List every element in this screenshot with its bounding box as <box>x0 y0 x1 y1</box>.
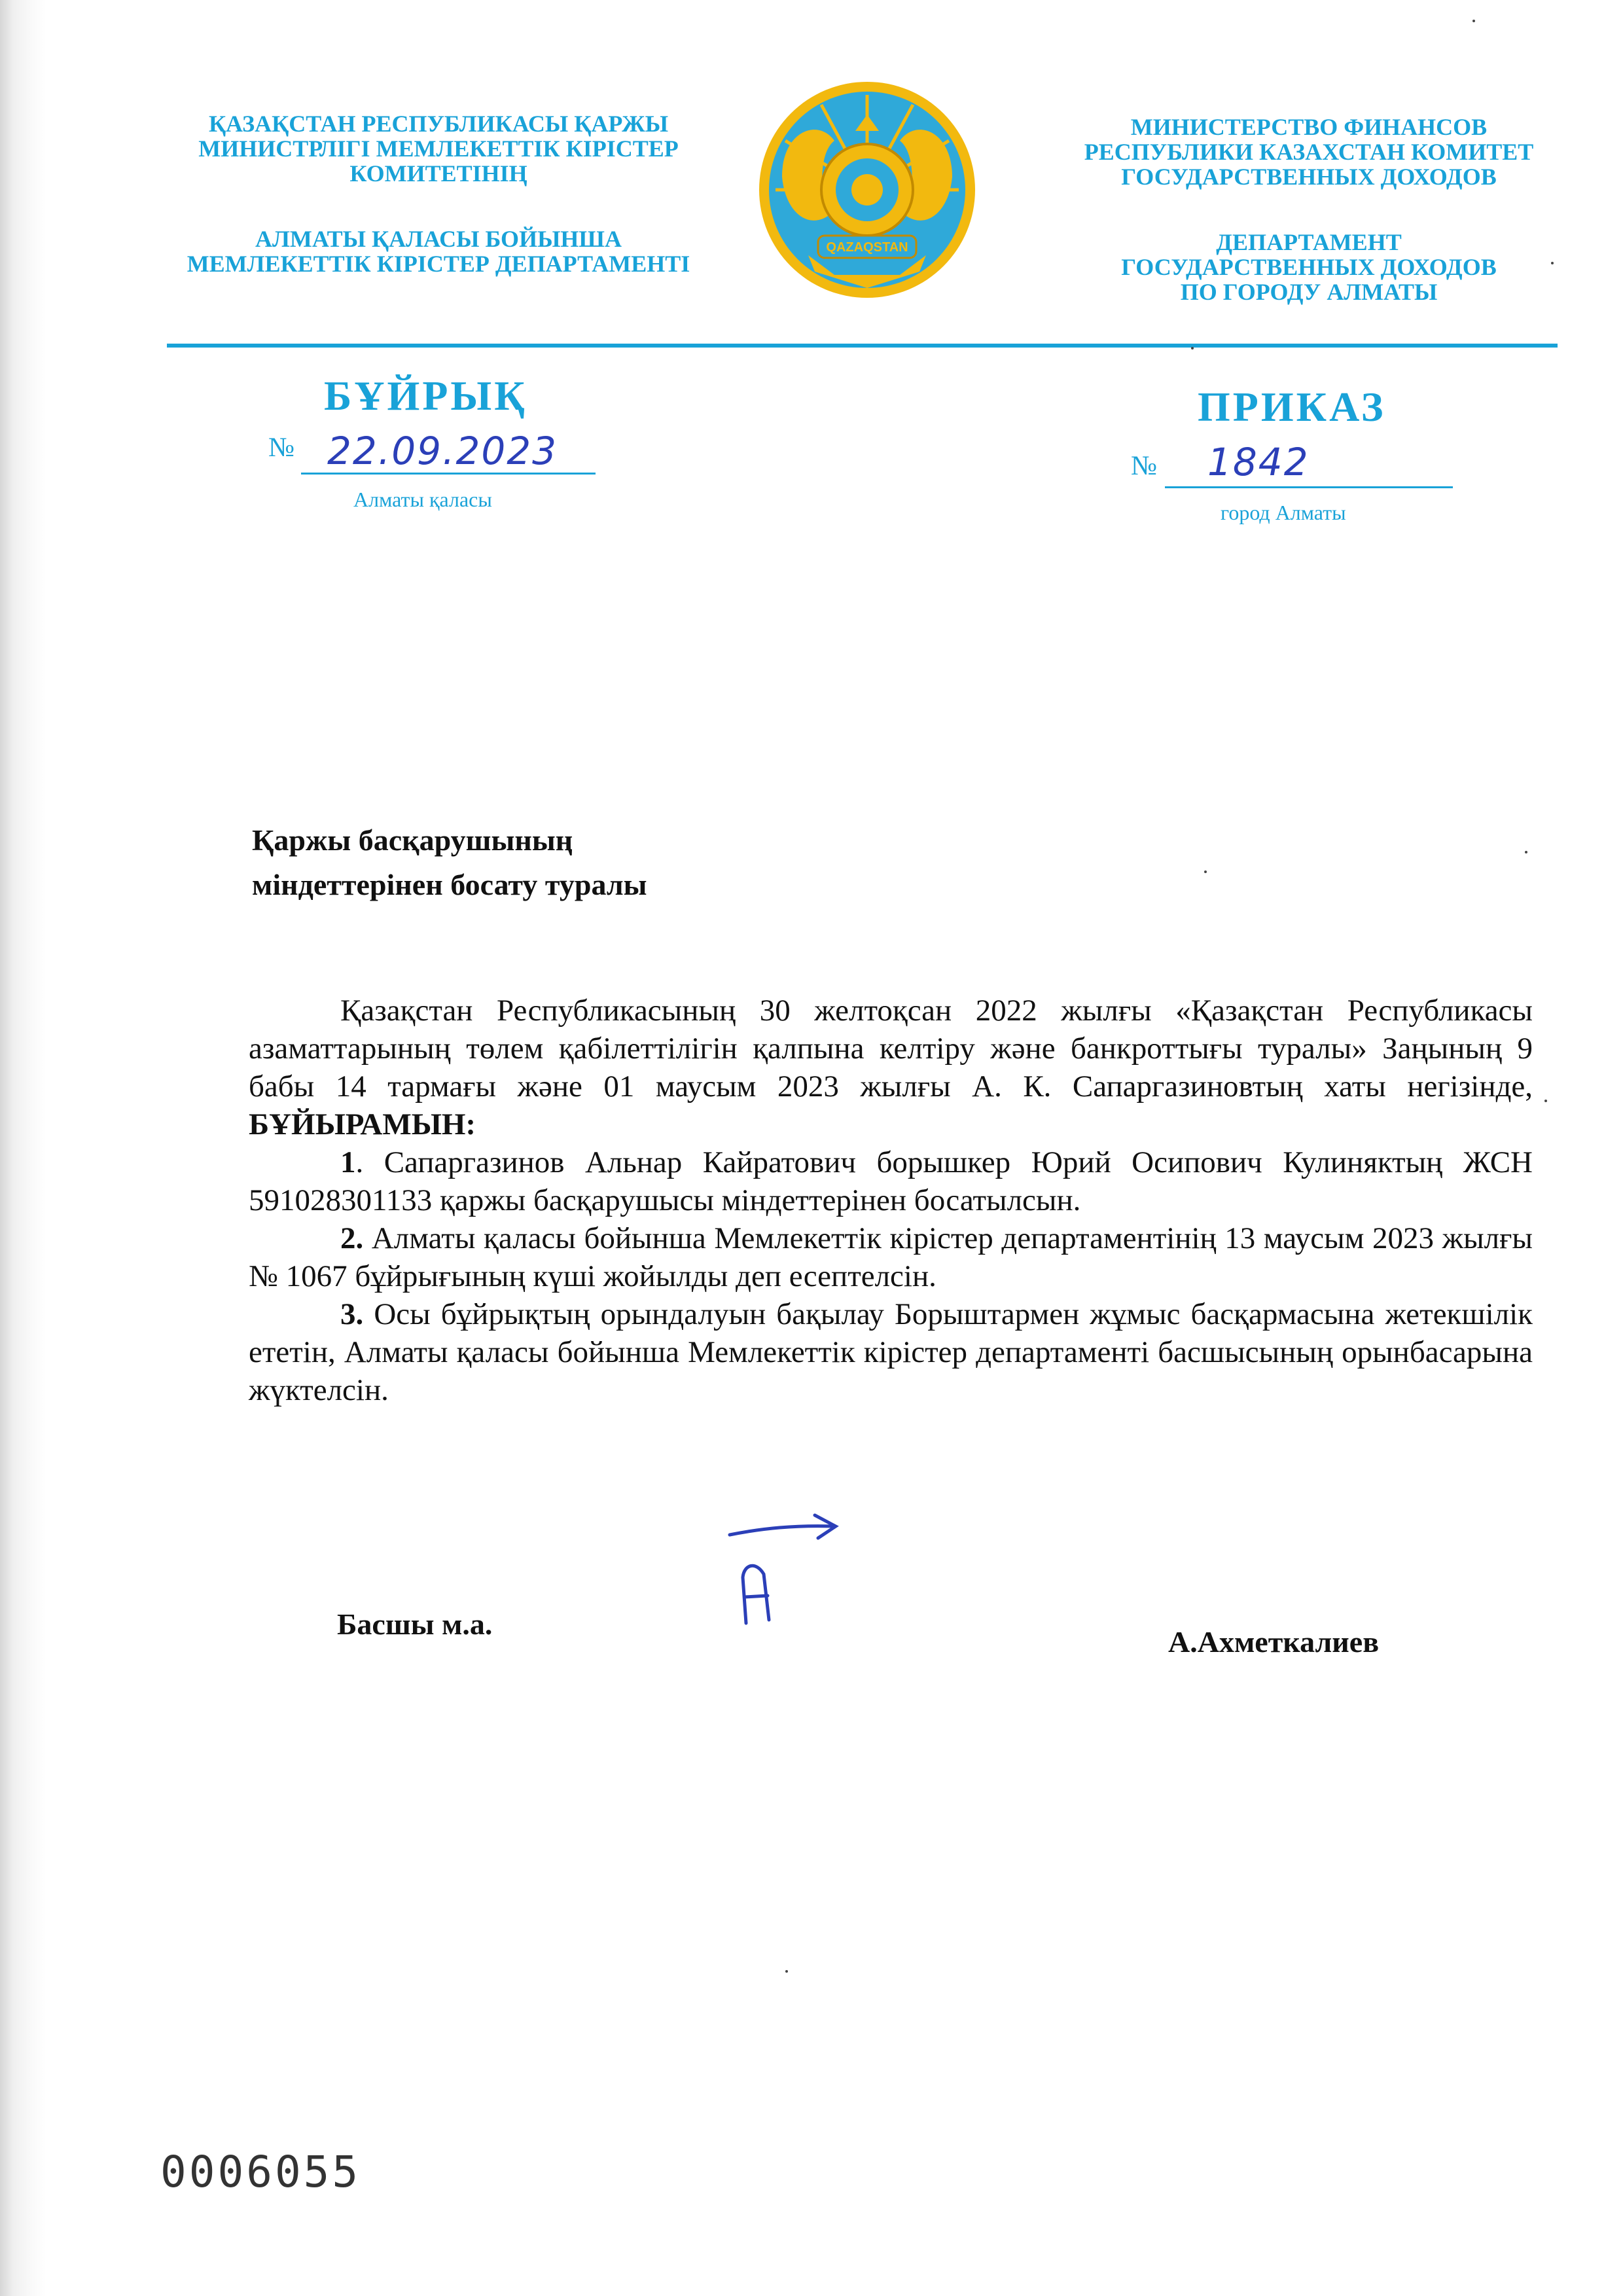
header-ru-sub-line-3: ПО ГОРОДУ АЛМАТЫ <box>1180 279 1438 305</box>
document-id: 0006055 <box>160 2147 361 2197</box>
scan-speck <box>785 1970 788 1973</box>
scan-speck <box>1525 851 1527 853</box>
header-ru-sub-line-1: ДЕПАРТАМЕНТ <box>1216 229 1402 255</box>
signatory-name: А.Ахметкалиев <box>1168 1625 1380 1659</box>
header-ru-line-1: МИНИСТЕРСТВО ФИНАНСОВ <box>1130 114 1488 140</box>
header-kz-sub-line-1: АЛМАТЫ ҚАЛАСЫ БОЙЫНША <box>255 226 622 252</box>
header-ru-sub-line-2: ГОСУДАРСТВЕННЫХ ДОХОДОВ <box>1121 254 1497 280</box>
city-ru: город Алматы <box>1221 501 1346 524</box>
handwritten-number: 1842 <box>1207 440 1310 484</box>
directive-word: БҰЙЫРАМЫН: <box>249 1107 476 1141</box>
scan-speck <box>1551 262 1554 264</box>
subject-line-1: Қаржы басқарушының <box>252 823 573 857</box>
handwritten-initial-mark <box>723 1499 854 1630</box>
number-underline <box>1165 486 1453 488</box>
scan-edge-shadow <box>0 0 46 2296</box>
scan-speck <box>1472 20 1475 22</box>
item-3-text: Осы бұйрықтың орындалуын бақылау Борыштармен жұмыс басқармасына жетекшілік ететін, Алматы қаласы бойынша Мемлекеттік кірістер департаменті басшысының орынбасарына жүктелсін. <box>249 1297 1533 1407</box>
item-1-number: 1 <box>340 1145 356 1179</box>
body-item-3 <box>249 1295 1533 1409</box>
order-title-ru: ПРИКАЗ <box>1198 384 1386 430</box>
body-item-1 <box>249 1143 1533 1219</box>
handwritten-date: 22.09.2023 <box>327 429 558 473</box>
header-kz-line-3: КОМИТЕТІНІҢ <box>349 160 527 187</box>
item-1-text: . Сапаргазинов Альнар Кайратович борышкер Юрий Осипович Кулиняктың ЖСН 591028301133 қаржы басқарушысы міндеттерінен босатылсын. <box>249 1145 1533 1217</box>
scan-speck <box>1204 870 1207 873</box>
preamble-text: Қазақстан Республикасының 30 желтоқсан 2022 жылғы «Қазақстан Республикасы азаматтарының төлем қабілеттілігін қалпына келтіру және банкроттығы туралы» Заңының 9 бабы 14 тармағы және 01 маусым 2023 жылғы А. К. Сапаргазиновтың хаты негізінде, <box>249 994 1533 1103</box>
scan-speck <box>1544 1100 1547 1102</box>
signatory-title: Басшы м.а. <box>337 1607 493 1641</box>
subject-line-2: міндеттерінен босату туралы <box>252 868 647 901</box>
scan-speck <box>1191 347 1194 350</box>
order-subject <box>252 818 647 907</box>
item-2-text: Алматы қаласы бойынша Мемлекеттік кірістер департаментінің 13 маусым 2023 жылғы № 1067 бұйрығының күші жойылды деп есептелсін. <box>249 1221 1533 1293</box>
number-sign-right: № <box>1131 451 1158 481</box>
body-preamble <box>249 992 1533 1143</box>
header-kz-line-2: МИНИСТРЛІГІ МЕМЛЕКЕТТІК КІРІСТЕР <box>198 135 679 162</box>
emblem-caption: QAZAQSTAN <box>826 240 908 255</box>
state-emblem-icon <box>756 79 978 301</box>
header-kz-line-1: ҚАЗАҚСТАН РЕСПУБЛИКАСЫ ҚАРЖЫ <box>208 111 669 137</box>
header-divider <box>167 344 1558 348</box>
header-ru <box>1021 115 1597 304</box>
item-3-number: 3. <box>340 1297 364 1331</box>
city-kz: Алматы қаласы <box>353 488 492 511</box>
body-item-2 <box>249 1219 1533 1295</box>
item-2-number: 2. <box>340 1221 364 1255</box>
header-kz <box>131 111 746 276</box>
header-ru-line-2: РЕСПУБЛИКИ КАЗАХСТАН КОМИТЕТ <box>1084 139 1534 165</box>
order-title-kz: БҰЙРЫҚ <box>324 372 527 419</box>
header-kz-sub-line-2: МЕМЛЕКЕТТІК КІРІСТЕР ДЕПАРТАМЕНТІ <box>187 251 690 277</box>
number-sign-left: № <box>268 433 295 463</box>
header-ru-line-3: ГОСУДАРСТВЕННЫХ ДОХОДОВ <box>1121 164 1497 190</box>
order-body <box>249 992 1533 1409</box>
